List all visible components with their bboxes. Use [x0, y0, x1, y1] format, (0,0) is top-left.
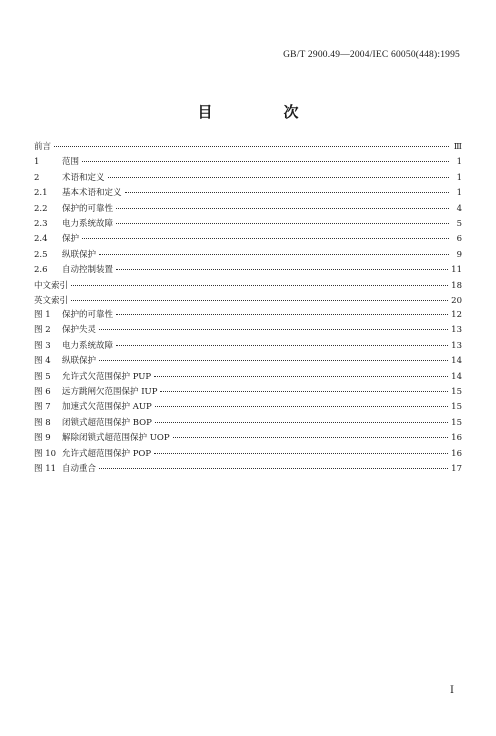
dot-leader — [160, 391, 448, 392]
figure-entry-number: 图 6 — [34, 386, 51, 397]
figure-entry-number: 图 8 — [34, 417, 51, 428]
toc-entry-page: 6 — [456, 234, 462, 245]
footer-page-number: I — [450, 685, 454, 696]
figure-entry-number: 图 2 — [34, 325, 51, 336]
figure-entry-title: 允许式欠范围保护 PUP — [62, 371, 152, 382]
figure-entry-number: 图 3 — [34, 340, 51, 351]
toc-entry-title: 电力系统故障 — [62, 218, 114, 229]
toc-entry-number: 1 — [34, 157, 40, 168]
figure-entry[interactable] — [34, 447, 462, 462]
figure-entry-number: 图 4 — [34, 356, 51, 367]
dot-leader — [99, 360, 448, 361]
figure-entry-page: 16 — [451, 433, 462, 444]
figure-entry-title: 保护失灵 — [62, 325, 97, 336]
toc-entry-title: 英文索引 — [34, 295, 69, 306]
figure-entry[interactable] — [34, 431, 462, 446]
figure-entry[interactable] — [34, 339, 462, 354]
dot-leader — [173, 437, 449, 438]
figure-entry-title: 允许式超范围保护 POP — [62, 448, 152, 459]
toc-entry-number: 2.1 — [34, 188, 48, 199]
figure-entry-number: 图 7 — [34, 402, 51, 413]
figure-entry[interactable] — [34, 416, 462, 431]
toc-entry[interactable] — [34, 279, 462, 294]
dot-leader — [154, 453, 448, 454]
dot-leader — [99, 254, 449, 255]
toc-entry-number: 2.3 — [34, 218, 48, 229]
figure-entry-title: 闭锁式超范围保护 BOP — [62, 417, 152, 428]
dot-leader — [99, 468, 448, 469]
toc-entry[interactable] — [34, 263, 462, 278]
figure-entry-page: 13 — [451, 325, 462, 336]
table-of-contents — [34, 140, 462, 309]
toc-entry[interactable] — [34, 294, 462, 309]
dot-leader — [116, 345, 448, 346]
figure-entry-page: 13 — [451, 340, 462, 351]
dot-leader — [116, 314, 448, 315]
dot-leader — [54, 146, 449, 147]
figure-entry-number: 图 11 — [34, 463, 57, 474]
toc-entry-number: 2.5 — [34, 249, 48, 260]
figure-entry[interactable] — [34, 308, 462, 323]
toc-entry-page: 1 — [456, 172, 462, 183]
figure-entry-number: 图 5 — [34, 371, 51, 382]
toc-entry-page: 1 — [456, 157, 462, 168]
figure-entry-page: 15 — [451, 417, 462, 428]
toc-entry[interactable] — [34, 186, 462, 201]
dot-leader — [71, 300, 448, 301]
figure-entry-page: 15 — [451, 386, 462, 397]
toc-entry-title: 保护 — [62, 234, 80, 245]
dot-leader — [71, 285, 448, 286]
toc-entry[interactable] — [34, 202, 462, 217]
toc-entry-number: 2.6 — [34, 265, 48, 276]
toc-entry-title: 中文索引 — [34, 280, 69, 291]
figure-entry-page: 14 — [451, 356, 462, 367]
dot-leader — [155, 406, 448, 407]
toc-entry-number: 2 — [34, 172, 40, 183]
figure-entry[interactable] — [34, 354, 462, 369]
figure-entry-title: 保护的可靠性 — [62, 310, 114, 320]
dot-leader — [99, 329, 448, 330]
figure-entry-number: 图 9 — [34, 433, 51, 444]
toc-entry-page: 20 — [451, 295, 462, 306]
figure-entry-title: 加速式欠范围保护 AUP — [62, 402, 152, 413]
toc-entry-page: 11 — [451, 265, 462, 276]
figure-entry[interactable] — [34, 323, 462, 338]
figure-entry-title: 自动重合 — [62, 463, 97, 474]
toc-entry-title: 自动控制装置 — [62, 265, 114, 276]
dot-leader — [108, 177, 449, 178]
toc-entry-page: 9 — [456, 249, 462, 260]
figure-entry-title: 纵联保护 — [62, 356, 97, 367]
toc-entry[interactable] — [34, 232, 462, 247]
figure-entry-number: 图 10 — [34, 448, 57, 459]
dot-leader — [154, 376, 448, 377]
figure-entry-page: 12 — [451, 310, 462, 320]
figure-entry[interactable] — [34, 462, 462, 477]
figure-entry[interactable] — [34, 385, 462, 400]
toc-entry[interactable] — [34, 217, 462, 232]
figure-entry-number: 图 1 — [34, 310, 51, 320]
toc-entry-page: Ⅲ — [453, 142, 462, 152]
figure-entry-page: 17 — [451, 463, 462, 474]
toc-entry[interactable] — [34, 140, 462, 155]
figure-entry-page: 15 — [451, 402, 462, 413]
toc-entry-number: 2.2 — [34, 203, 48, 214]
figure-entry-page: 16 — [451, 448, 462, 459]
standard-header: GB/T 2900.49—2004/IEC 60050(448):1995 — [283, 50, 460, 60]
toc-entry-page: 5 — [456, 218, 462, 229]
figure-entry[interactable] — [34, 400, 462, 415]
dot-leader — [116, 208, 449, 209]
figure-entry[interactable] — [34, 370, 462, 385]
dot-leader — [155, 422, 448, 423]
dot-leader — [116, 223, 449, 224]
toc-entry[interactable] — [34, 248, 462, 263]
dot-leader — [125, 192, 449, 193]
toc-entry-page: 4 — [456, 203, 462, 214]
toc-entry-number: 2.4 — [34, 234, 48, 245]
dot-leader — [82, 161, 449, 162]
toc-entry-page: 18 — [451, 280, 462, 291]
toc-entry-title: 基本术语和定义 — [62, 188, 122, 199]
page-title: 目 次 — [197, 103, 327, 121]
toc-entry-title: 范围 — [62, 157, 80, 168]
toc-entry-title: 前言 — [34, 142, 52, 152]
figure-entry-title: 解除闭锁式超范围保护 UOP — [62, 433, 170, 444]
dot-leader — [116, 269, 448, 270]
toc-entry[interactable] — [34, 155, 462, 170]
figure-entry-page: 14 — [451, 371, 462, 382]
toc-entry-title: 术语和定义 — [62, 172, 105, 183]
dot-leader — [82, 238, 449, 239]
list-of-figures — [34, 308, 462, 477]
toc-entry-title: 保护的可靠性 — [62, 203, 114, 214]
toc-entry[interactable] — [34, 171, 462, 186]
toc-entry-title: 纵联保护 — [62, 249, 97, 260]
toc-entry-page: 1 — [456, 188, 462, 199]
figure-entry-title: 电力系统故障 — [62, 340, 114, 351]
figure-entry-title: 远方跳闸欠范围保护 IUP — [62, 386, 158, 397]
